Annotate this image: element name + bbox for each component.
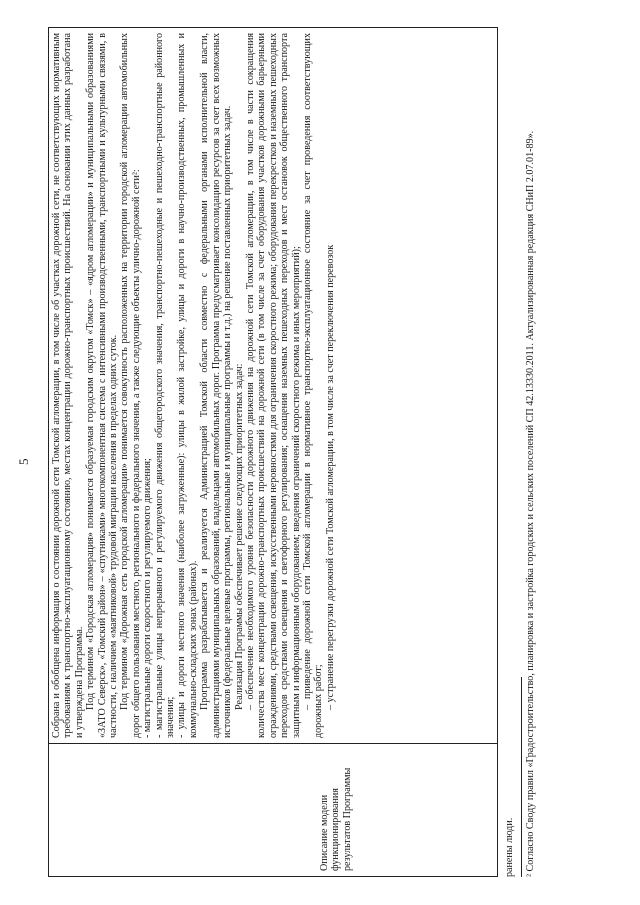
row-label-line: функционирования (330, 788, 342, 871)
list-item: - магистральные дороги скоростного и регулируемого движения; (142, 458, 154, 738)
table-row (49, 28, 498, 877)
list-item: – приведение дорожной сети Томской агломерации в нормативное транспортно-эксплуатационное состояние за счет проведения соответствующих дорожных работ; (301, 33, 325, 738)
paragraph: Под термином «Городская агломерация» понимается образуемая городским округом «Томск» – «ядром агломерации» и муниципальными образованиями «ЗАТО Северск», «Томский район» – «спутниками» многокомпонентная система с интенсивными производственными, транспортными и культурными связями, в частности, с наличием «маятниковой» трудовой миграции населения в пределах одних суток. (85, 33, 120, 738)
list-item: – обеспечение необходимого уровня безопасности дорожного движения на дорожной сети Томской агломерации, в том числе в части сокращения количества мест концентрации дорожно-транспортных происшествий на дорожной сети (в том числе за счет оборудования участков дорожными барьерными ограждениями, средствами освещения, искусственными неровностями для ограничения скоростного режима; оборудования перекрестков и наземных пешеходных переходов средствами освещения и светофорного регулирования; оснащения наземных пешеходных переходов и мест остановок общественного транспорта защитным и информационным оборудованием; введения ограничений скоростного режима и иных мероприятий); (244, 33, 302, 738)
row-label-line: Описание модели (319, 794, 330, 871)
paragraph: Собрана и обобщена информация о состоянии дорожной сети Томской агломерации, в том числе об участках дорожной сети, не соответствующих нормативным требованиям к транспортно-эксплуатационному состоянию, местах концентрации дорожно-транспортных происшествий. На основании этих данных разработана и утверждена Программа. (51, 33, 85, 738)
continued-text: ранены люди. (504, 817, 515, 877)
program-table (48, 27, 498, 877)
paragraph: Под термином «Дорожная сеть городской агломерации» понимается совокупность расположенных на территории городской агломерации автомобильных дорог общего пользования местного, регионального и федерального значения, а также следующие объекты улично-дорожной сети²: (119, 33, 142, 738)
footnote: ² Согласно Своду правил «Градостроительство, планировка и застройка городских и сельских поселений СП 42.13330.2011. Актуализированная редакция СНиП 2.07.01-89». (525, 130, 536, 877)
row-label-cell (49, 744, 498, 877)
page-footer (504, 27, 537, 877)
list-item: - магистральные улицы непрерывного и регулируемого движения общегородского значения, транспортно-пешеходные и пешеходно-транспортные районного значения; (153, 33, 177, 738)
page-number: 5 (16, 458, 31, 465)
paragraph: Реализация Программы обеспечивает решение следующих приоритетных задач: (233, 363, 245, 710)
footnote-divider (521, 677, 522, 877)
row-content-cell (49, 28, 498, 744)
label-spacer (51, 749, 319, 871)
list-item: - улицы и дороги местного значения (наиболее загруженные): улицы в жилой застройке, улицы и дороги в научно-производственных, промышленных и коммунально-складских зонах (районах). (176, 33, 199, 738)
list-item: – устранение перегрузки дорожной сети Томской агломерации, в том числе за счет переключения перевозок (324, 244, 336, 710)
row-label-line: результатов Программы (341, 767, 353, 871)
paragraph: Программа разрабатывается и реализуется Администрацией Томской области совместно с федеральными органами исполнительной власти, администрациями муниципальных образований, владельцами автомобильных дорог. Программа предусматривает консолидацию ресурсов за счет всех возможных источников (федеральные целевые программы, региональные и муниципальные программы и т.д.) на решение поставленных приоритетных задач. (199, 33, 234, 738)
